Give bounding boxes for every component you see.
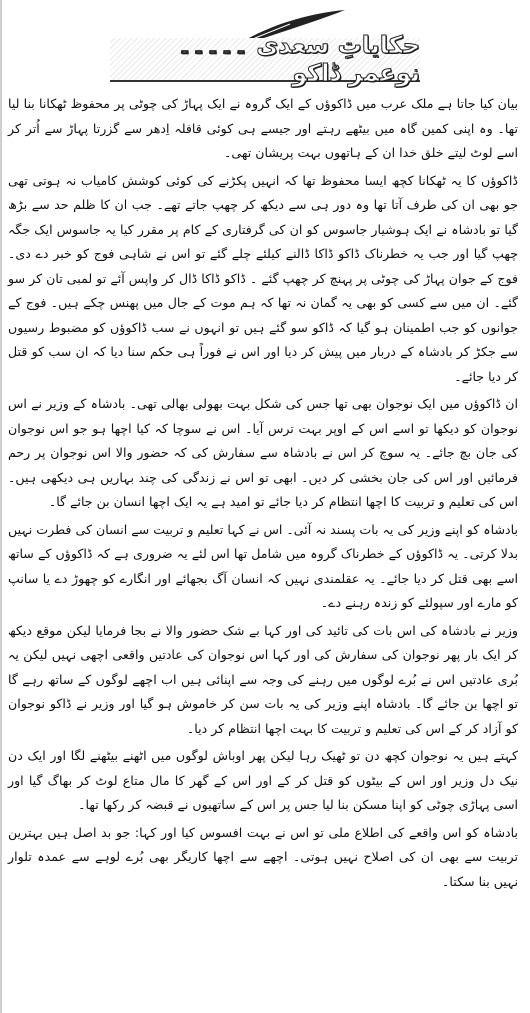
article-header xyxy=(60,8,480,88)
paragraph: بیان کیا جاتا ہے ملک عرب میں ڈاکوؤں کے ایک گروہ نے ایک پہاڑ کی چوٹی پر محفوظ ٹھکانا بنا لیا تھا۔ وہ اپنی کمین گاہ میں بیٹھے رہتے اور جیسے ہی کوئی قافلہ اِدھر سے گزرتا پہاڑ سے اُتر کر اسے لوٹ لیتے خلق خدا ان کے ہاتھوں بہت پریشان تھی۔ xyxy=(8,96,518,160)
paragraph: ان ڈاکوؤں میں ایک نوجوان بھی تھا جس کی شکل بہت بھولی بھالی تھی۔ بادشاہ کے وزیر نے اس نوجوان کو دیکھا تو اسے اس کے اوپر بہت ترس آیا۔ اس نے سوچا کہ کیا اچھا ہو جو اس نوجوان کی جان بچ جائے۔ یہ سوچ کر اس نے بادشاہ سے سفارش کی کہ حضور والا اس نوجوان پر رحم فرمائیں اور اس کی جان بخشی کر دیں۔ ابھی تو اس نے زندگی کی چند بہاریں ہی دیکھی ہیں۔ اس کی تعلیم و تربیت کا اچھا انتظام کر دیا جائے تو امید ہے یہ ایک اچھا انسان بن جائے گا۔ xyxy=(8,396,518,509)
article-body xyxy=(8,92,518,897)
paragraph: کہتے ہیں یہ نوجوان کچھ دن تو ٹھیک رہا لیکن پھر اوباش لوگوں میں اٹھنے بیٹھنے لگا اور ایک دن نیک دل وزیر اور اس کے بیٹوں کو قتل کر کے اور اس کے گھر کا مال متاع لوٹ کر بھاگ گیا اور اسی پہاڑی چوٹی کو اپنا مسکن بنا لیا جس پر اس کے ساتھیوں نے قبضہ کر رکھا تھا۔ xyxy=(8,748,518,812)
paragraph: وزیر نے بادشاہ کی اس بات کی تائید کی اور کہا بے شک حضور والا نے بجا فرمایا لیکن موقع دیکھ کر ایک بار پھر نوجوان کی سفارش کی اور کہا اس نوجوان کی عادتیں واقعی اچھی نہیں لیکن یہ بُری عادتیں اس نے بُرے لوگوں میں رہنے کی وجہ سے اپنائی ہیں اب اچھے لوگوں کے ساتھ رہے گا تو اچھا بن جائے گا۔ بادشاہ اپنے وزیر کی یہ بات سن کر خاموش ہو گیا اور وزیر نے ڈاکو نوجوان کو آزاد کر کے اس کی تعلیم و تربیت کا بہت اچھا انتظام کر دیا۔ xyxy=(8,622,518,736)
article-title: حکایاتِ سعدی ۔۔۔۔۔ نوعمر ڈاکو xyxy=(177,31,420,87)
paragraph: بادشاہ کو اس واقعے کی اطلاع ملی تو اس نے بہت افسوس کیا اور کہا: جو بد اصل ہیں بہترین تربیت سے بھی ان کی اصلاح نہیں ہوتی۔ اچھے سے اچھا کاریگر بھی بُرے لوہے سے عمدہ تلوار نہیں بنا سکتا۔ xyxy=(8,824,518,889)
paragraph: بادشاہ کو اپنے وزیر کی یہ بات پسند نہ آئی۔ اس نے کہا تعلیم و تربیت سے انسان کی فطرت نہیں بدلا کرتی۔ یہ ڈاکوؤں کے خطرناک گروہ میں شامل تھا اس لئے یہ ضروری ہے کہ ڈاکوؤں کے ساتھ اسے بھی قتل کر دیا جائے۔ یہ عقلمندی نہیں کہ انسان آگ بجھائے اور انگارے کو چھوڑ دے یا سانپ کو مارے اور سپولئے کو زندہ رہنے دے۔ xyxy=(8,521,518,610)
paragraph: ڈاکوؤں کا یہ ٹھکانا کچھ ایسا محفوظ تھا کہ انہیں پکڑنے کی کوئی کوشش کامیاب نہ ہوتی تھی جو بھی ان کی طرف آتا تھا وہ دور ہی سے دیکھ کر چھپ جاتے تھے۔ جب ان کا ظلم حد سے بڑھ گیا تو بادشاہ نے ایک ہوشیار جاسوس کو ان کی گرفتاری کے کام پر مقرر کیا یہ جاسوس ایک جگہ چھپ گیا اور جب یہ خطرناک ڈاکو ڈاکا ڈالنے کیلئے چلے گئے تو اس نے شاہی فوج کو خبر دے دی۔ فوج کے جوان پہاڑ کی چوٹی پر پہنچ کر چھپ گئے ۔ ڈاکو ڈاکا ڈال کر واپس آئے تو لمبی تان کر سو گئے۔ ان میں سے کسی کو بھی یہ گمان نہ تھا کہ ہم موت کے جال میں پھنس چکے ہیں۔ فوج کے جوانوں کو جب اطمینان ہو گیا کہ ڈاکو سو گئے ہیں تو انہوں نے سب ڈاکوؤں کو مضبوط رسیوں سے جکڑ کر بادشاہ کے دربار میں پیش کر دیا اور اس نے فوراً ہی حکم سنا دیا کہ ان سب کو قتل کر دیا جائے۔ xyxy=(8,172,518,384)
title-banner xyxy=(110,31,420,87)
scan-edge xyxy=(0,0,2,1013)
